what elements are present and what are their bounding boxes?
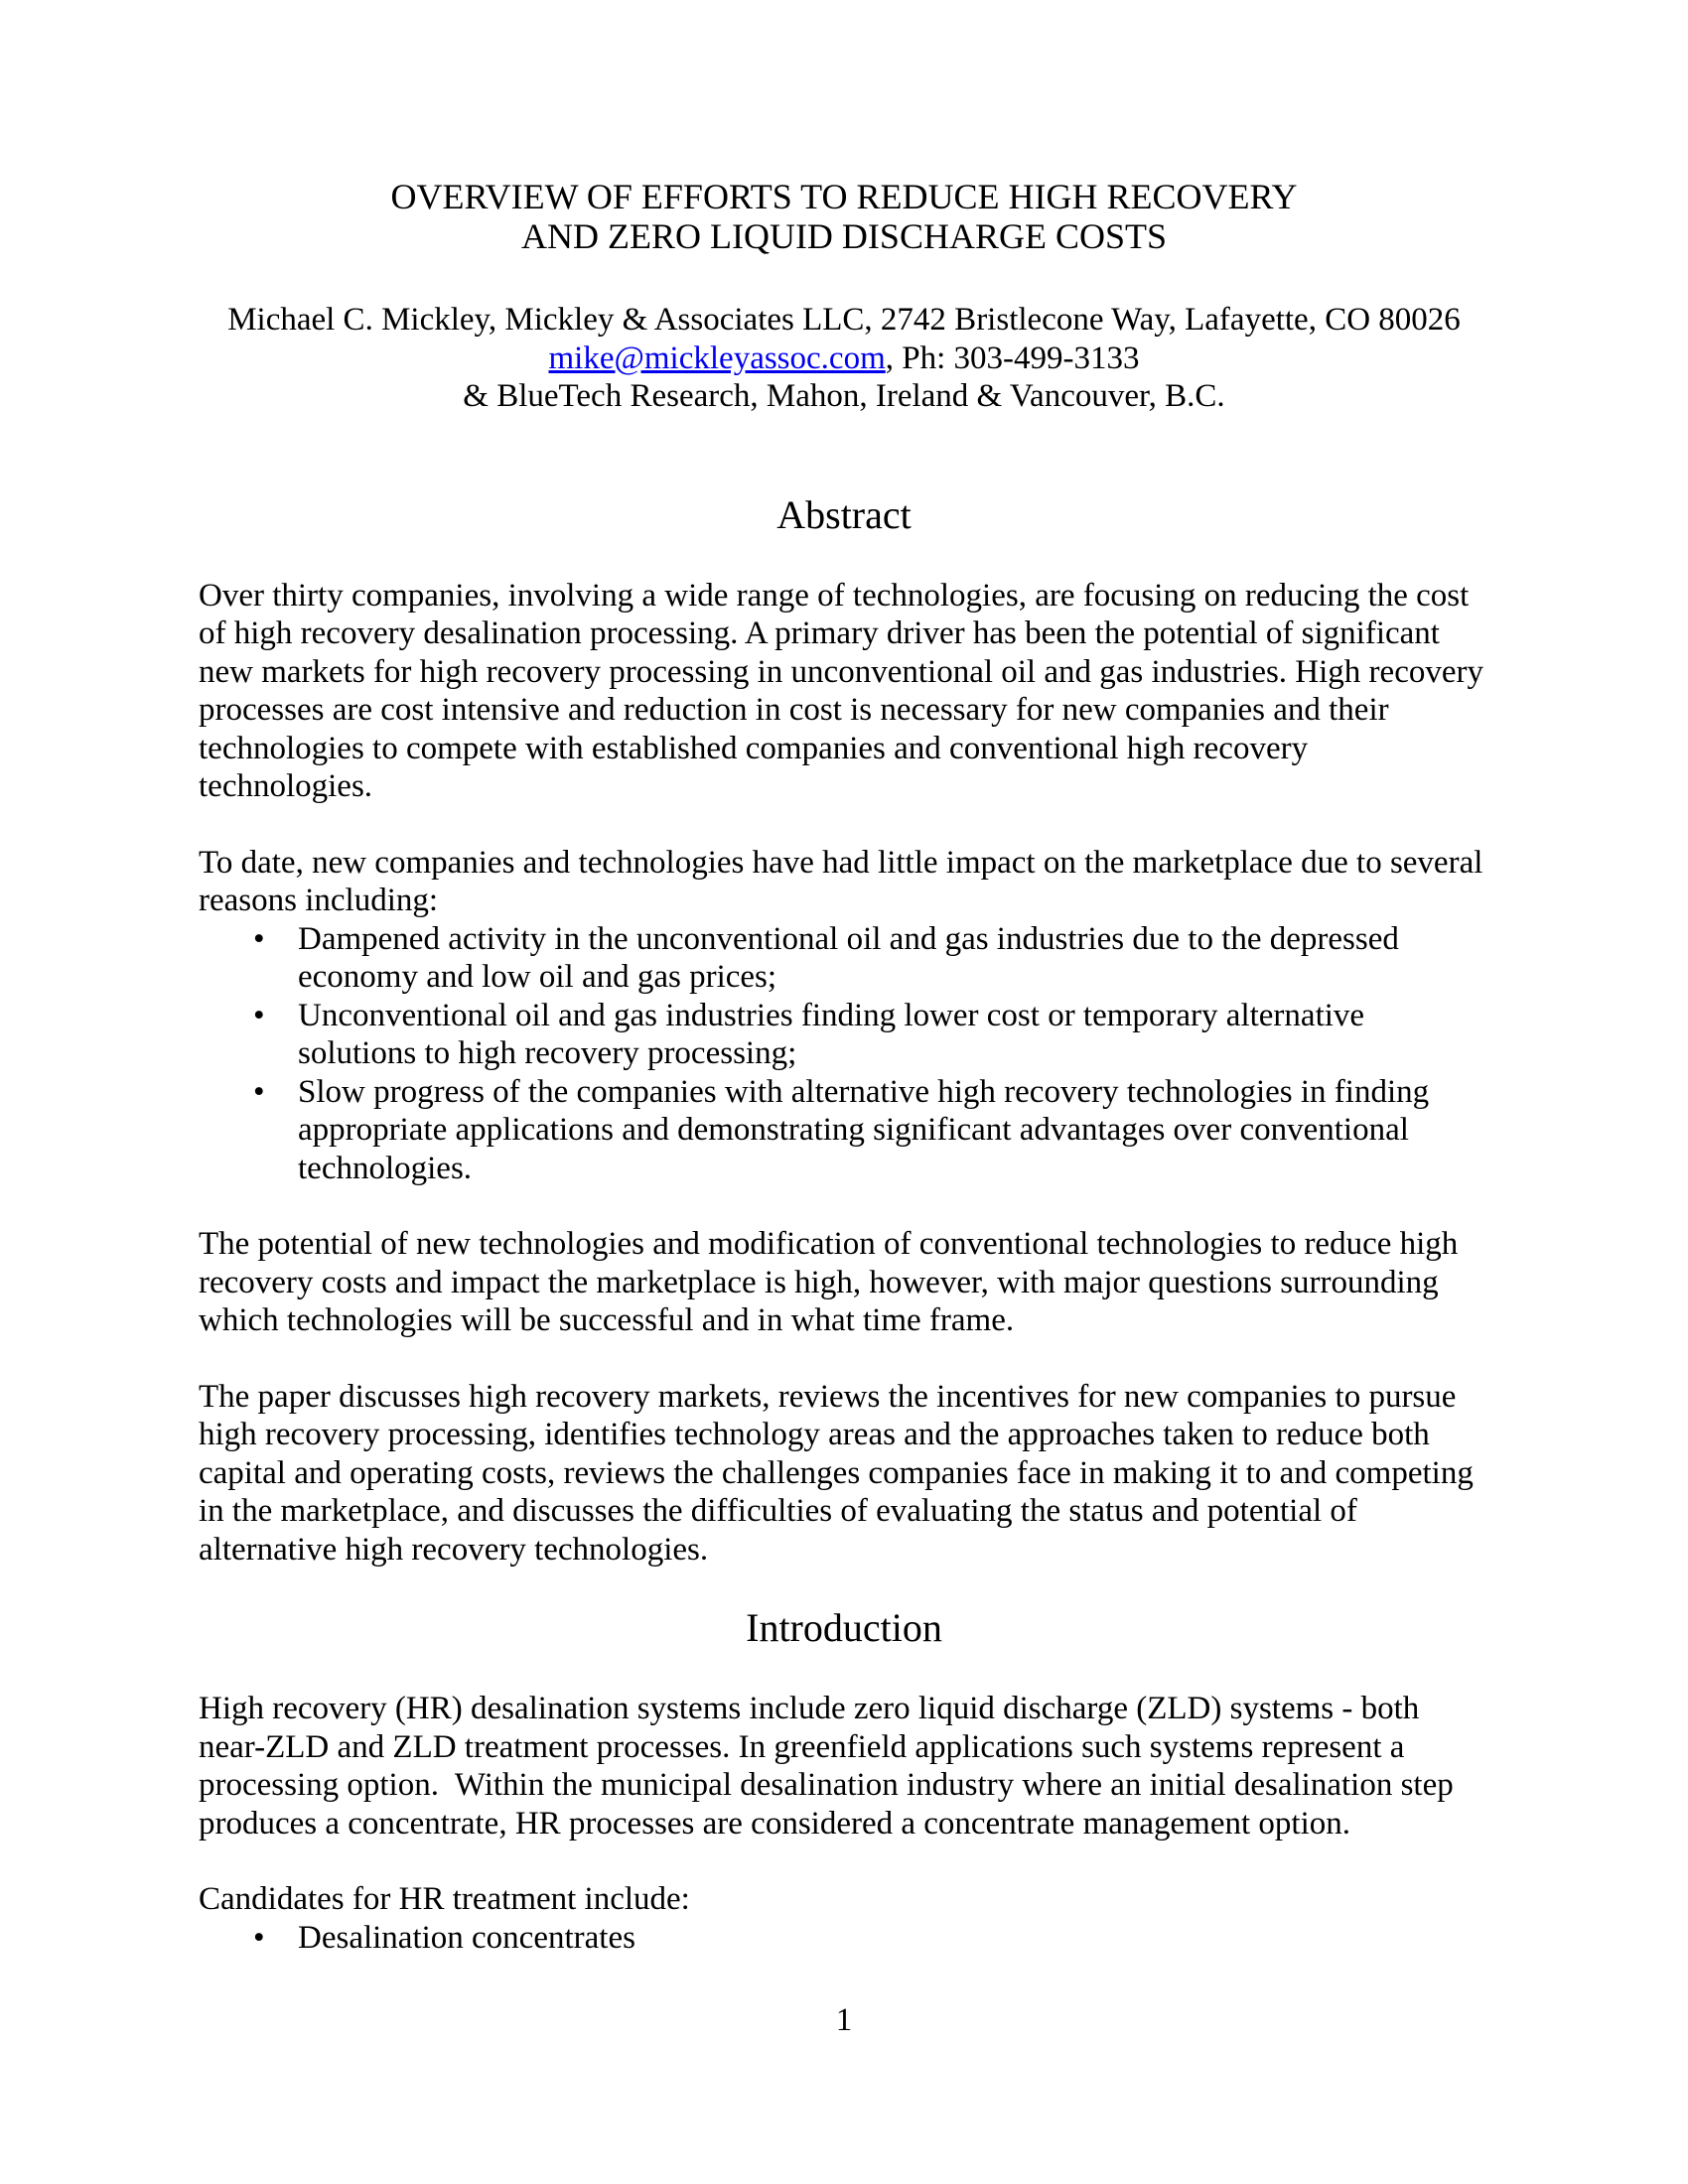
affiliation-line: & BlueTech Research, Mahon, Ireland & Vancouver, B.C. [463, 378, 1225, 414]
candidates-intro-line: Candidates for HR treatment include: [199, 1881, 690, 1917]
list-item [199, 997, 1489, 1073]
bullet-text: Slow progress of the companies with alternative high recovery technologies in finding appropriate applications and demonstrating significant advantages over conventional technologies. [298, 1073, 1438, 1186]
list-item [199, 1919, 1489, 1958]
abstract-paragraph-1: Over thirty companies, involving a wide range of technologies, are focusing on reducing the cost of high recovery desalination processing. A primary driver has been the potential of significant new markets for high recovery processing in unconventional oil and gas industries. High recovery processes are cost intensive and reduction in cost is necessary for new companies and their technologies to compete with established companies and conventional high recovery technologies. [199, 577, 1492, 804]
contact-line [199, 340, 1489, 378]
bullet-icon: • [253, 1073, 265, 1110]
phone-text: , Ph: 303-499-3133 [885, 340, 1140, 376]
abstract-heading: Abstract [776, 491, 912, 537]
candidates-bullet-list [199, 1919, 1489, 1958]
bullet-icon: • [253, 997, 265, 1033]
abstract-bullet-list [199, 920, 1489, 1188]
introduction-heading: Introduction [746, 1605, 942, 1650]
title-line-2: AND ZERO LIQUID DISCHARGE COSTS [520, 216, 1167, 256]
introduction-paragraph-1: High recovery (HR) desalination systems include zero liquid discharge (ZLD) systems - both near-ZLD and ZLD treatment processes. In greenfield applications such systems represent a processing option. Within the municipal desalination industry where an initial desalination step produces a concentrate, HR processes are considered a concentrate management option. [199, 1691, 1462, 1842]
bullet-icon: • [253, 920, 265, 957]
abstract-paragraph-4: The paper discusses high recovery markets, reviews the incentives for new companies to pursue high recovery processing, identifies technology areas and the approaches taken to reduce both capital and operating costs, reviews the challenges companies face in making it to and competing in the marketplace, and discusses the difficulties of evaluating the status and potential of alternative high recovery technologies. [199, 1378, 1482, 1568]
bullet-icon: • [253, 1919, 265, 1956]
abstract-paragraph-2: To date, new companies and technologies have had little impact on the marketplace due to several reasons including: [199, 844, 1491, 918]
bullet-text: Dampened activity in the unconventional oil and gas industries due to the depressed economy and low oil and gas prices; [298, 920, 1408, 995]
page-number: 1 [835, 2002, 853, 2038]
bullet-text: Unconventional oil and gas industries finding lower cost or temporary alternative solutions to high recovery processing; [298, 997, 1373, 1071]
document-title [199, 177, 1489, 256]
author-line: Michael C. Mickley, Mickley & Associates LLC, 2742 Bristlecone Way, Lafayette, CO 80026 [227, 302, 1461, 338]
bullet-text: Desalination concentrates [298, 1919, 635, 1956]
title-line-1: OVERVIEW OF EFFORTS TO REDUCE HIGH RECOVERY [390, 177, 1298, 216]
abstract-paragraph-3: The potential of new technologies and modification of conventional technologies to reduce high recovery costs and impact the marketplace is high, however, with major questions surrounding which technologies will be successful and in what time frame. [199, 1226, 1467, 1338]
list-item [199, 920, 1489, 997]
author-block [199, 301, 1489, 416]
email-link[interactable]: mike@mickleyassoc.com [548, 340, 886, 376]
list-item [199, 1073, 1489, 1188]
